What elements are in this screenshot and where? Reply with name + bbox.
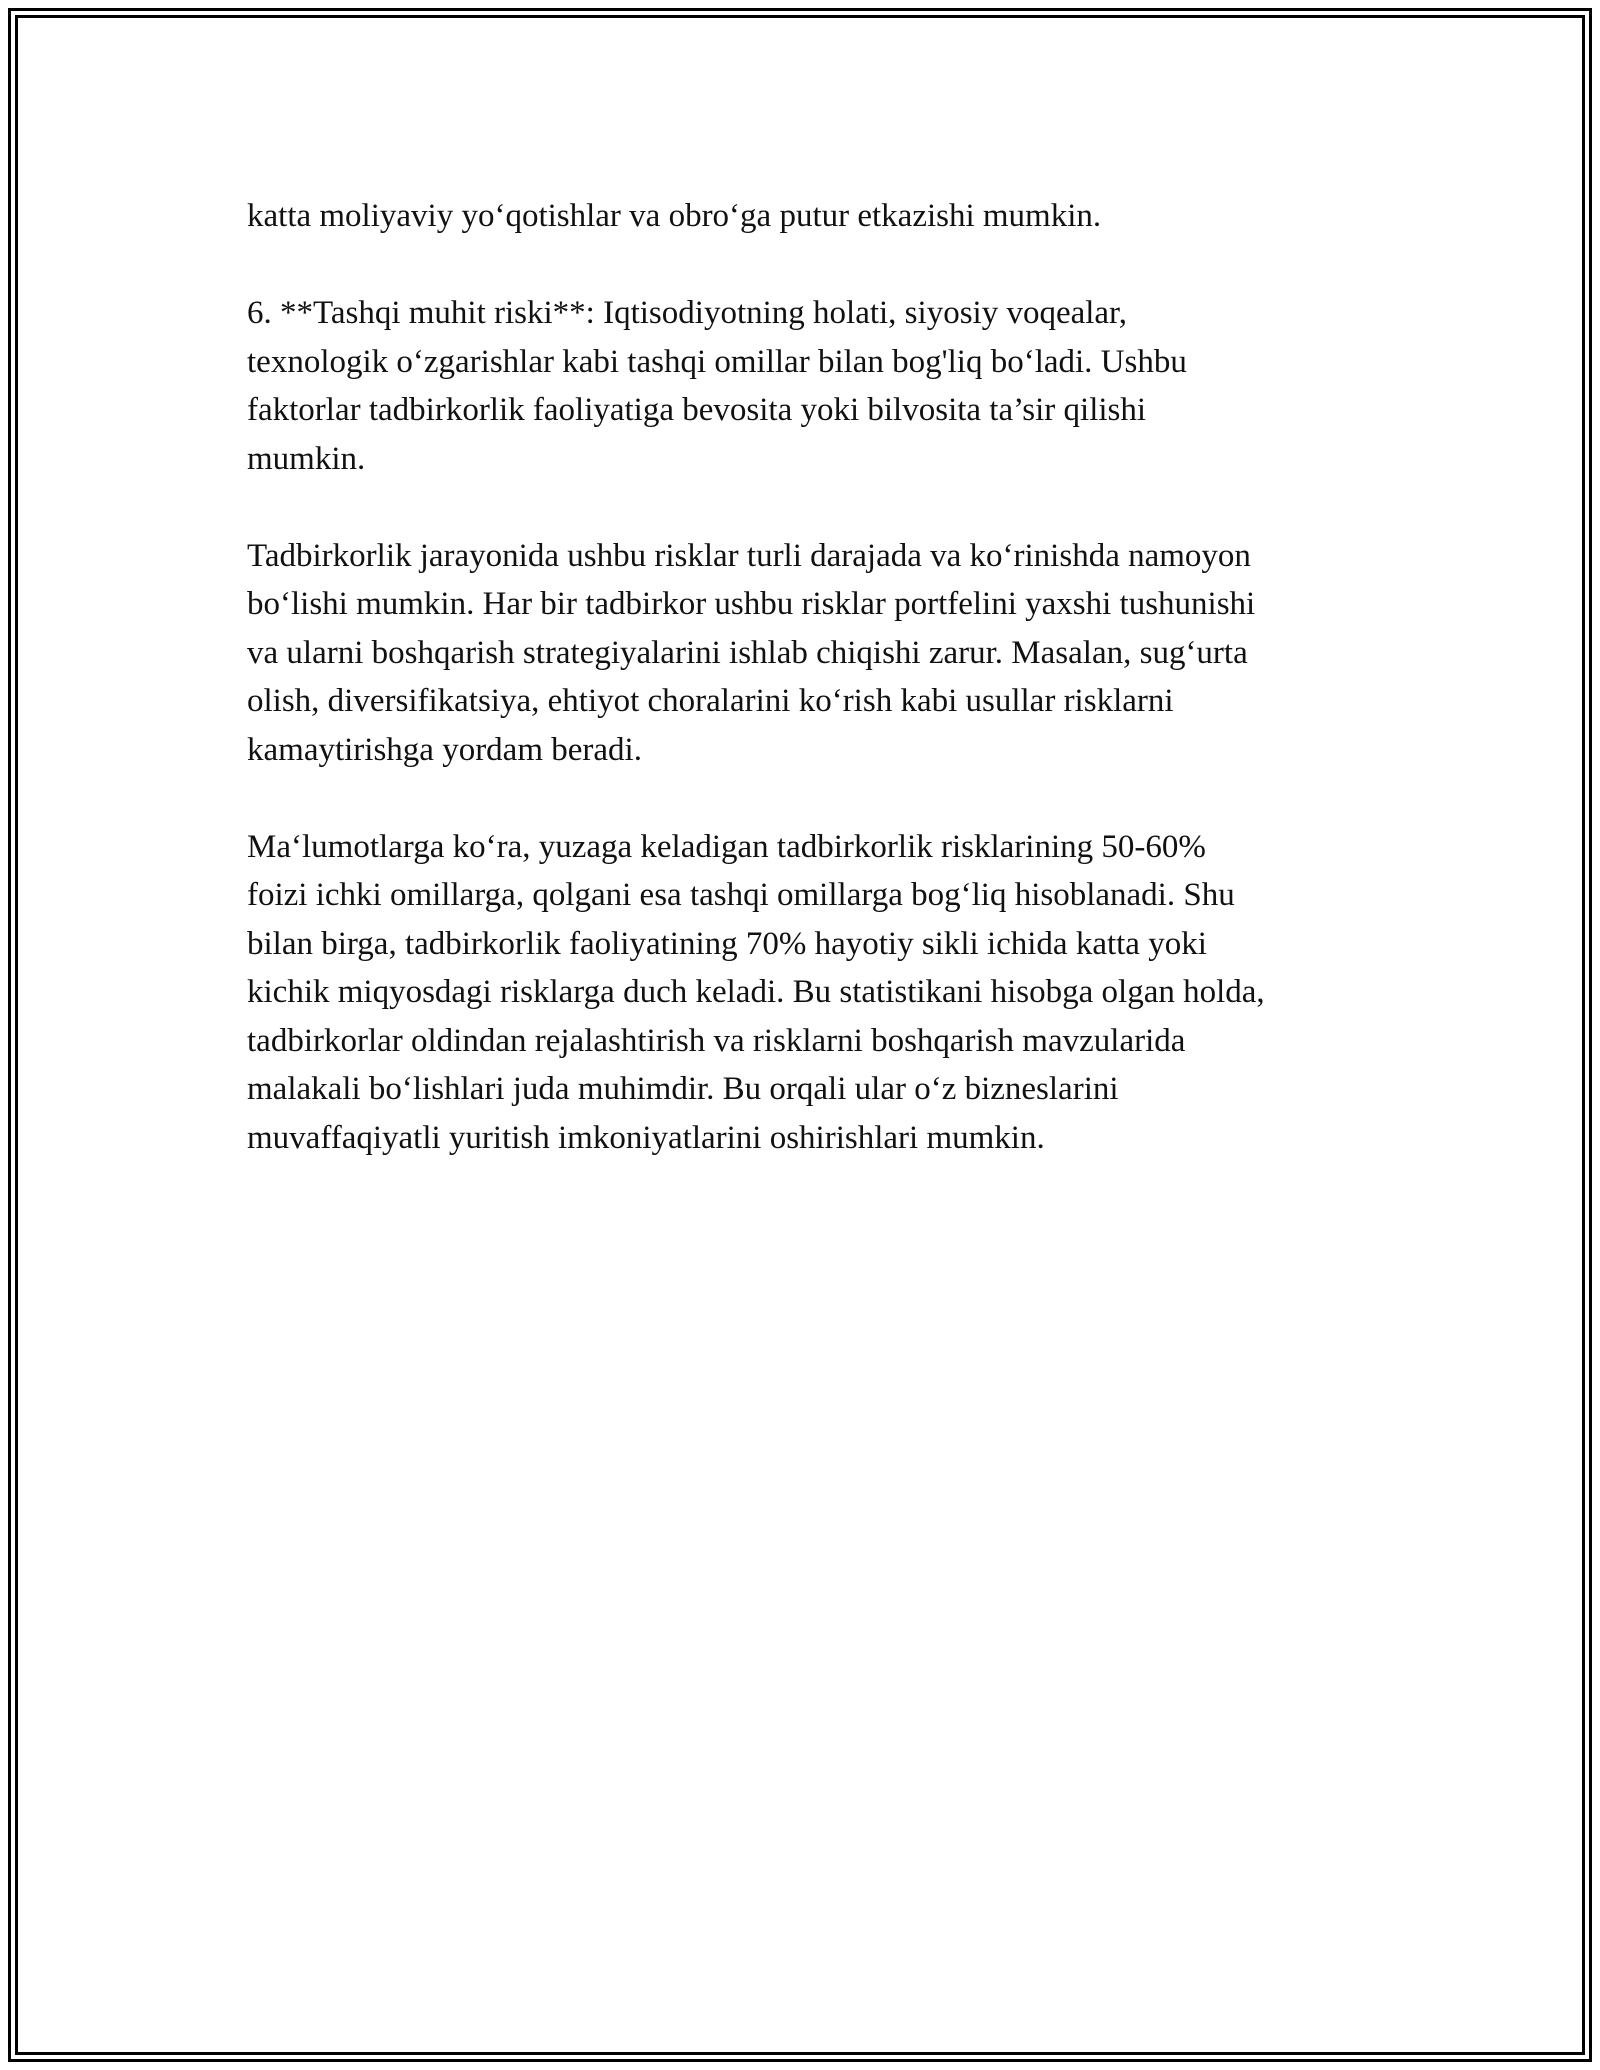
text-line: va ularni boshqarish strategiyalarini ishlab chiqishi zarur. Masalan, sug‘urta [247, 634, 1248, 671]
text-line: foizi ichki omillarga, qolgani esa tashqi omillarga bog‘liq hisoblanadi. Shu [247, 877, 1235, 913]
text-line: mumkin. [247, 440, 366, 477]
paragraph-external-risk [247, 289, 1397, 483]
text-line: kamaytirishga yordam beradi. [247, 731, 642, 768]
text-line: bo‘lishi mumkin. Har bir tadbirkor ushbu risklar portfelini yaxshi tushunishi [247, 586, 1256, 622]
text-line: Tadbirkorlik jarayonida ushbu risklar turli darajada va ko‘rinishda namoyon [247, 537, 1251, 574]
text-line: malakali bo‘lishlari juda muhimdir. Bu orqali ular o‘z bizneslarini [247, 1071, 1119, 1107]
paragraph-financial-risk-end [247, 192, 1397, 241]
text-line: Ma‘lumotlarga ko‘ra, yuzaga keladigan tadbirkorlik risklarining 50-60% [247, 828, 1206, 865]
page-border [8, 8, 1592, 2062]
text-line: texnologik o‘zgarishlar kabi tashqi omillar bilan bog'liq bo‘ladi. Ushbu [247, 343, 1187, 380]
text-line: kichik miqyosdagi risklarga duch keladi. Bu statistikani hisobga olgan holda, [247, 974, 1265, 1010]
text-line: katta moliyaviy yo‘qotishlar va obro‘ga putur etkazishi mumkin. [247, 198, 1102, 234]
text-line: muvaffaqiyatli yuritish imkoniyatlarini oshirishlari mumkin. [247, 1119, 1045, 1156]
text-line: 6. **Tashqi muhit riski**: Iqtisodiyotning holati, siyosiy voqealar, [247, 295, 1127, 331]
text-line: bilan birga, tadbirkorlik faoliyatining 70% hayotiy sikli ichida katta yoki [247, 925, 1207, 962]
paragraph-statistics [247, 823, 1397, 1163]
text-line: olish, diversifikatsiya, ehtiyot choralarini ko‘rish kabi usullar risklarni [247, 683, 1174, 719]
text-line: tadbirkorlar oldindan rejalashtirish va risklarni boshqarish mavzularida [247, 1022, 1186, 1059]
paragraph-risk-management [247, 532, 1397, 775]
document-body [247, 192, 1397, 1211]
text-line: faktorlar tadbirkorlik faoliyatiga bevosita yoki bilvosita ta’sir qilishi [247, 392, 1147, 428]
